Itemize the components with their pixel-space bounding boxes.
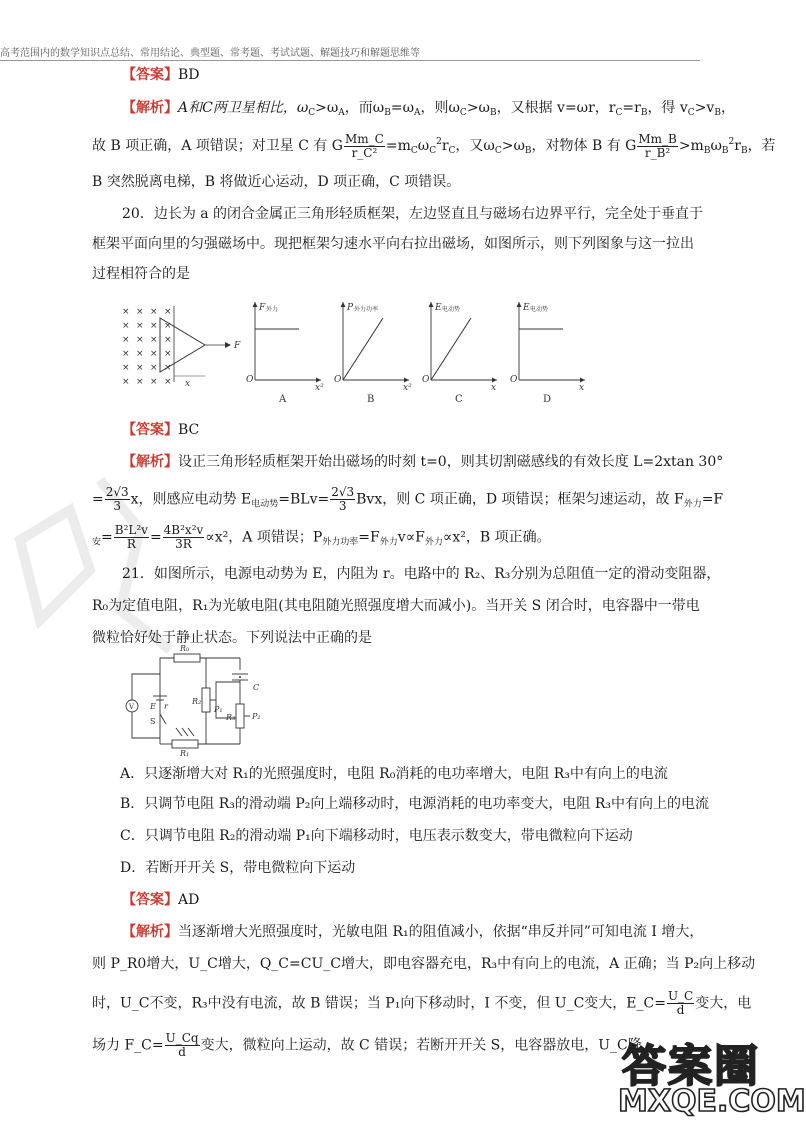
curve-linear	[431, 318, 471, 380]
origin-label: O	[510, 375, 518, 385]
analysis-tag: 【解析】	[122, 100, 178, 116]
field-cross: ×	[122, 377, 130, 387]
sub: C	[459, 108, 467, 118]
label-p2: P₂	[252, 712, 261, 721]
magnetic-field	[122, 307, 172, 387]
answer-value: AD	[178, 892, 200, 908]
x-label: x²	[315, 383, 324, 393]
graph-c	[422, 302, 497, 405]
x-arrow	[492, 378, 497, 383]
label-r1: R₁	[180, 749, 190, 758]
numerator: Mm_C	[345, 131, 384, 146]
field-cross: ×	[136, 307, 144, 317]
field-cross: ×	[136, 335, 144, 345]
field-cross: ×	[136, 363, 144, 373]
q20-line2: 框架平面向里的匀强磁场中。现把框架匀速水平向右拉出磁场，如图所示，则下列图象与这一拉出	[92, 236, 694, 252]
x-label: x²	[403, 383, 412, 393]
q20-analysis-line1	[122, 452, 723, 472]
denominator: d	[676, 1003, 685, 1017]
denominator: 3R	[175, 537, 192, 551]
numerator: B²L²v	[114, 523, 148, 537]
answer-tag: 【答案】	[122, 892, 178, 908]
header-rule	[0, 60, 700, 61]
graph-letter: A	[279, 394, 287, 405]
graph-letter: C	[455, 394, 463, 405]
q21-option-a[interactable]: A．只逐渐增大对 R₁的光照强度时，电阻 R₀消耗的电功率增大，电阻 R₃中有向上的电流	[120, 766, 668, 782]
y-arrow	[517, 302, 522, 307]
sub: 外力	[379, 537, 398, 548]
sub: B	[721, 146, 729, 156]
y-arrow	[341, 302, 346, 307]
y-arrow	[253, 302, 258, 307]
q19-analysis-line1	[122, 98, 735, 123]
text: =F	[701, 491, 724, 508]
q20-line1: 20．边长为 a 的闭合金属正三角形轻质框架，左边竖直且与磁场右边界平行，完全处于垂直于	[122, 206, 704, 222]
field-cross: ×	[164, 349, 172, 359]
sub: A	[338, 108, 345, 118]
q21-analysis-line2: 则 P_R0增大，U_C增大，Q_C=CU_C增大，即电容器充电，R₃中有向上的电流，A 正确；当 P₂向上移动	[92, 956, 756, 972]
graph-d	[510, 302, 585, 405]
denominator: d	[178, 1045, 186, 1059]
text: 当逐渐增大光照强度时，光敏电阻 R₁的阻值减小，依据“串反并同”可知电流 I 增大，	[178, 924, 704, 940]
sub: C	[687, 108, 695, 118]
text: ，得 v	[647, 100, 688, 116]
q19-analysis-line3: B 突然脱离电梯，B 将做近心运动，D 项正确，C 项错误。	[92, 174, 461, 190]
sub: C	[494, 146, 502, 156]
text: 场力 F_C=	[92, 1037, 164, 1054]
label-r0: R₀	[180, 644, 190, 653]
q21-option-d[interactable]: D．若断开开关 S，带电微粒向下运动	[120, 860, 356, 876]
sub: 外力	[424, 537, 443, 548]
sub: 电动势	[251, 499, 279, 510]
q20-analysis-line3	[92, 524, 551, 553]
sub: C	[448, 146, 456, 156]
sub: B	[384, 108, 391, 118]
field-cross: ×	[150, 335, 158, 345]
answer-tag: 【答案】	[122, 422, 178, 438]
sup: 2	[436, 137, 442, 147]
fraction	[165, 1032, 200, 1059]
denominator: 3	[338, 499, 347, 513]
numerator: 4B²x²v	[163, 523, 204, 537]
field-cross: ×	[164, 307, 172, 317]
text: >ω	[315, 100, 339, 116]
text: 时，U_C不变，R₃中没有电流，故 B 错误；当 P₁向下移动时，I 不变，但 U_C变大，E_C=	[92, 995, 666, 1012]
sub: B	[489, 108, 497, 118]
field-cross: ×	[164, 321, 172, 331]
field-cross: ×	[150, 307, 158, 317]
fraction	[330, 486, 355, 513]
sub: B	[524, 146, 532, 156]
text: ，又根据 v=ωr，r	[496, 100, 616, 116]
graph-a	[246, 302, 324, 405]
y-label: E	[435, 303, 442, 313]
label-r: r	[164, 702, 168, 711]
text: =	[92, 491, 104, 508]
label-p1: P₁	[214, 705, 223, 714]
text: =ω	[390, 100, 414, 116]
denominator: r_B²	[644, 145, 671, 160]
text: ，	[720, 100, 735, 116]
answer-value: BC	[178, 422, 200, 438]
label-r2: R₂	[192, 697, 202, 706]
x-arrow	[316, 378, 321, 383]
q21-answer	[122, 890, 199, 910]
sub: B	[703, 146, 711, 156]
text: ，若	[747, 138, 776, 154]
fraction	[667, 990, 694, 1017]
q19-answer	[122, 65, 200, 85]
text: 变大，电	[695, 995, 752, 1012]
field-cross: ×	[122, 335, 130, 345]
q20-figure	[110, 296, 590, 408]
arrow-head	[225, 342, 231, 348]
text: =F	[358, 529, 380, 546]
text: Bvx，则 C 项正确，D 项错误；框架匀速运动，故 F	[356, 491, 684, 508]
q21-line2: R₀为定值电阻，R₁为光敏电阻(其电阻随光照强度增大而减小)。当开关 S 闭合时，电容器中一带电	[92, 598, 700, 614]
y-label-sub: 电动势	[530, 306, 549, 313]
x-label: x	[185, 379, 191, 389]
q21-analysis-line1	[122, 922, 703, 942]
q20-analysis-line2	[92, 486, 723, 515]
text: ∝x²，B 项正确。	[442, 529, 551, 546]
field-cross: ×	[150, 377, 158, 387]
denominator: R	[126, 537, 136, 551]
analysis-tag: 【解析】	[122, 454, 178, 470]
field-cross: ×	[150, 349, 158, 359]
fraction	[105, 486, 130, 513]
q21-option-b[interactable]: B．只调节电阻 R₃的滑动端 P₂向上端移动时，电源消耗的电功率变大，电阻 R₃中有向上的电流	[120, 796, 709, 812]
label-v: V	[129, 703, 135, 711]
logo-text: 答案圈	[622, 1041, 760, 1092]
sub: B	[640, 108, 648, 118]
label-r3: R₃	[226, 713, 236, 722]
text: =BLv=	[278, 491, 330, 508]
q21-circuit	[112, 644, 282, 758]
q21-line3: 微粒恰好处于静止状态。下列说法中正确的是	[92, 630, 372, 646]
field-cross: ×	[122, 321, 130, 331]
text: 变大，微粒向上运动，故 C 错误；若断开开关 S，电容器放电，U_C降	[200, 1037, 642, 1054]
field-cross: ×	[150, 321, 158, 331]
y-label-sub: 外力	[266, 306, 279, 313]
y-label-sub: 外力功率	[354, 306, 379, 313]
field-cross: ×	[150, 363, 158, 373]
answer-value: BD	[178, 67, 200, 83]
sub: A	[414, 108, 421, 118]
denominator: 3	[113, 499, 122, 513]
page-header: 高考范围内的数学知识点总结、常用结论、典型题、常考题、考试试题、解题技巧和解题思维等	[0, 48, 420, 59]
y-arrow	[429, 302, 434, 307]
label-e: E	[150, 702, 156, 711]
sub: C	[429, 146, 437, 156]
text: >ω	[466, 100, 490, 116]
fraction	[163, 524, 205, 551]
text: r	[734, 138, 741, 154]
graph-letter: D	[543, 394, 552, 405]
text: =	[149, 529, 162, 546]
force-label: F	[234, 341, 241, 351]
denominator: r_C²	[351, 145, 378, 160]
q19-analysis-line2	[92, 132, 776, 161]
field-cross: ×	[136, 377, 144, 387]
sub: C	[410, 146, 418, 156]
text: ，而ω	[344, 100, 385, 116]
sub: 安	[92, 537, 102, 548]
q21-analysis-line3	[92, 990, 751, 1017]
analysis-tag: 【解析】	[122, 924, 178, 940]
origin-label: O	[246, 375, 254, 385]
text: 设正三角形轻质框架开始出磁场的时刻 t=0，则其切割磁感线的有效长度 L=2xtan 30°	[178, 454, 724, 470]
origin-label: O	[334, 375, 342, 385]
sub: C	[615, 108, 623, 118]
text: r	[441, 138, 449, 154]
y-label: P	[347, 303, 354, 313]
field-cross: ×	[136, 321, 144, 331]
answer-graphs	[246, 302, 585, 405]
field-cross: ×	[122, 307, 130, 317]
sub: B	[714, 108, 721, 118]
text: ，对物体 B 有 G	[531, 138, 637, 154]
fraction	[637, 133, 677, 160]
text: ∝x²，A 项错误；P	[205, 529, 323, 546]
field-cross: ×	[164, 377, 172, 387]
fraction	[344, 133, 385, 160]
numerator: U_Cq	[165, 1031, 199, 1045]
text: ω	[417, 138, 430, 154]
numerator: 2√3	[331, 485, 355, 499]
answer-tag: 【答案】	[122, 67, 178, 83]
curve-linear	[343, 318, 383, 380]
y-label: F	[259, 303, 266, 313]
graph-b	[334, 302, 412, 405]
text: ，则ω	[420, 100, 460, 116]
y-label: E	[523, 303, 530, 313]
text: =r	[622, 100, 641, 116]
text: A和C两卫星相比，ω	[178, 100, 309, 116]
field-cross: ×	[164, 363, 172, 373]
numerator: U_C	[667, 989, 694, 1003]
q20-answer	[122, 420, 199, 440]
graph-letter: B	[367, 394, 375, 405]
text: >m	[678, 138, 704, 154]
x-label: x	[491, 383, 497, 393]
sub: 外力	[683, 499, 702, 510]
q21-analysis-line4	[92, 1032, 642, 1059]
field-cross: ×	[122, 349, 130, 359]
origin-label: O	[422, 375, 430, 385]
sub: C	[308, 108, 316, 118]
text: x，则感应电动势 E	[130, 491, 252, 508]
field-cross: ×	[136, 349, 144, 359]
text: ，又ω	[455, 138, 495, 154]
field-cross: ×	[164, 335, 172, 345]
q21-line1: 21．如图所示，电源电动势为 E，内阻为 r。电路中的 R₂、R₃分别为总阻值一定的滑动变阻器，	[122, 566, 721, 582]
numerator: Mm_B	[638, 131, 677, 146]
label-s: S	[150, 717, 156, 726]
text: =	[101, 529, 113, 546]
x-label: x	[579, 383, 585, 393]
text: v∝F	[397, 529, 425, 546]
label-c: C	[253, 683, 260, 692]
numerator: 2√3	[105, 485, 129, 499]
text: ω	[710, 138, 722, 154]
x-arrow	[404, 378, 409, 383]
sub: B	[740, 146, 748, 156]
y-label-sub: 电动势	[442, 306, 461, 313]
text: 故 B 项正确，A 项错误；对卫星 C 有 G	[92, 138, 343, 154]
q20-line3: 过程相符合的是	[92, 266, 190, 282]
sup: 2	[728, 137, 735, 147]
text: >v	[694, 100, 715, 116]
x-arrow	[580, 378, 585, 383]
q21-option-c[interactable]: C．只调节电阻 R₂的滑动端 P₁向下端移动时，电压表示数变大，带电微粒向下运动	[120, 828, 633, 844]
site-logo	[614, 1030, 806, 1122]
field-cross: ×	[122, 363, 130, 373]
sub: 外力功率	[322, 537, 359, 548]
text: >ω	[501, 138, 525, 154]
fraction	[114, 524, 149, 551]
logo-url: MXQE.COM	[618, 1084, 806, 1119]
text: =m	[385, 138, 411, 154]
